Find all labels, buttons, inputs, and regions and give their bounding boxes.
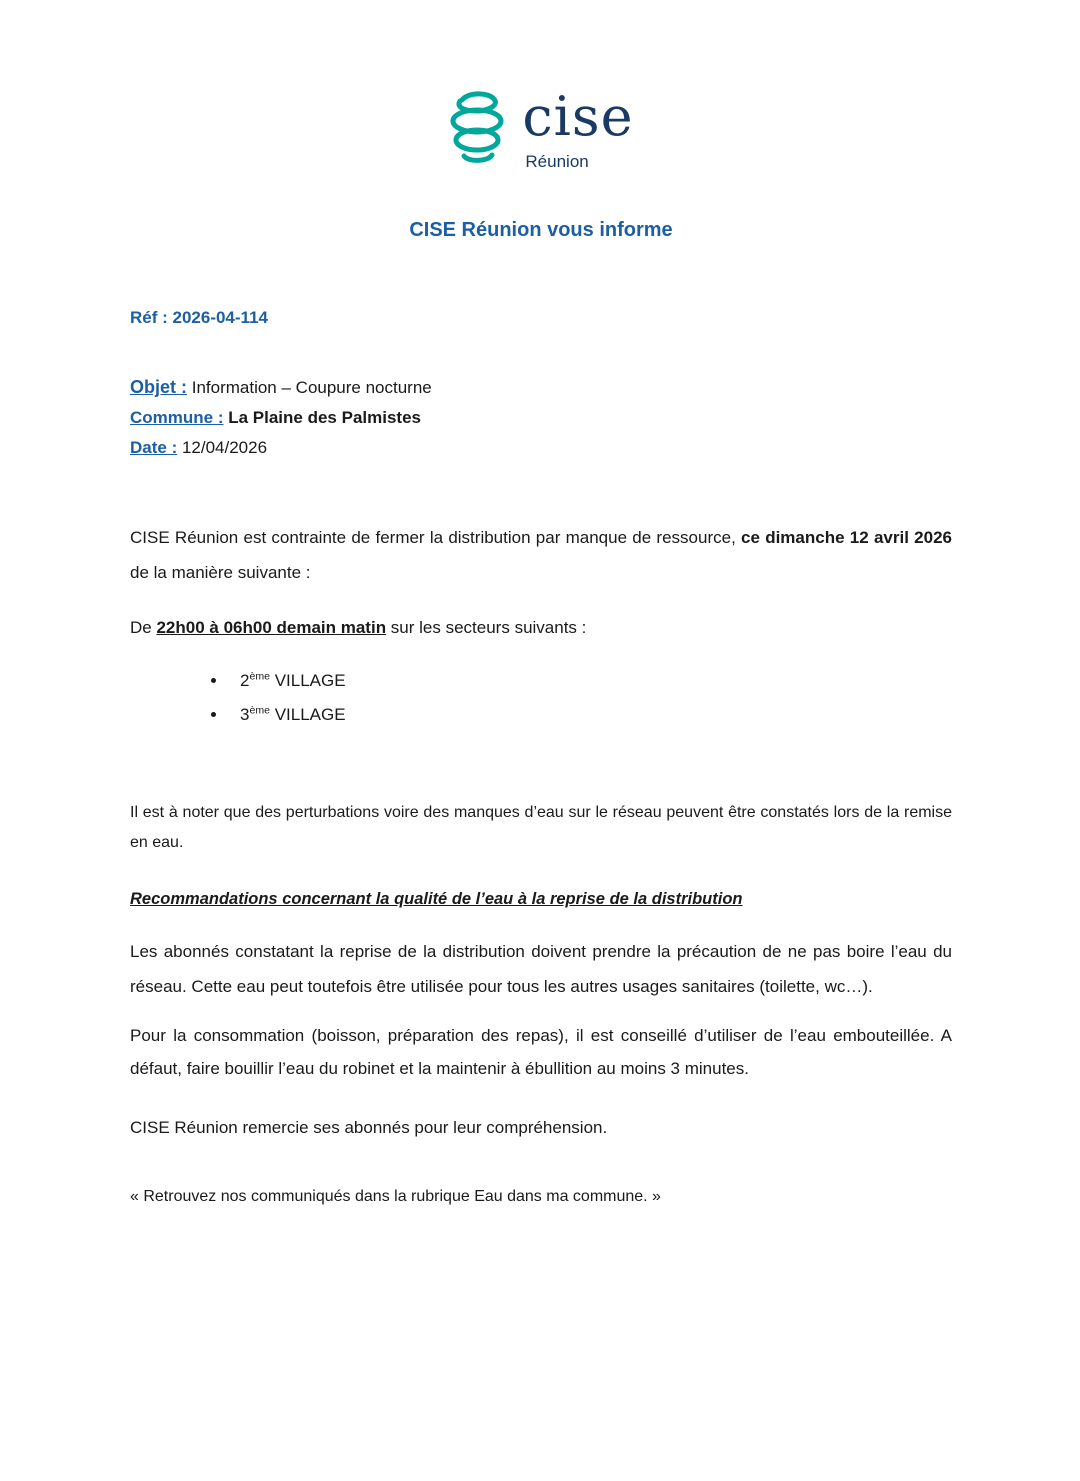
- meta-objet: [130, 372, 952, 403]
- recommendation-paragraph-2: Pour la consommation (boisson, préparation des repas), il est conseillé d’utiliser de l’eau embouteillée. A défaut, faire bouillir l’eau du robinet et la maintenir à ébullition au moins 3 minutes.: [130, 1026, 952, 1079]
- note-paragraph: Il est à noter que des perturbations voire des manques d’eau sur le réseau peuvent être constatés lors de la remise en eau.: [130, 803, 952, 851]
- meta-objet-value: Information – Coupure nocturne: [187, 378, 432, 397]
- schedule-paragraph: De 22h00 à 06h00 demain matin sur les secteurs suivants :: [130, 617, 587, 637]
- sector-item: • 2ème VILLAGE: [228, 664, 952, 698]
- water-coil-icon: [448, 88, 506, 173]
- page-title: CISE Réunion vous informe: [409, 219, 673, 241]
- logo-block: [130, 84, 952, 173]
- reference-number: Réf : 2026-04-114: [130, 308, 268, 327]
- cise-logo: [448, 84, 634, 173]
- sector-list: [228, 664, 952, 732]
- meta-date: [130, 433, 952, 463]
- recommendations-heading: Recommandations concernant la qualité de l’eau à la reprise de la distribution: [130, 890, 743, 909]
- meta-block: [130, 372, 952, 463]
- recommendation-paragraph-1: Les abonnés constatant la reprise de la distribution doivent prendre la précaution de ne pas boire l’eau du réseau. Cette eau peut toutefois être utilisée pour tous les autres usages sanitaires (toilette, wc…).: [130, 942, 952, 997]
- meta-date-value: 12/04/2026: [177, 438, 268, 457]
- logo-brand: cise: [522, 84, 634, 148]
- meta-objet-label: Objet :: [130, 377, 187, 397]
- meta-date-label: Date :: [130, 438, 178, 457]
- thanks-paragraph: CISE Réunion remercie ses abonnés pour leur compréhension.: [130, 1118, 608, 1138]
- meta-commune-label: Commune :: [130, 408, 224, 427]
- meta-commune-value: La Plaine des Palmistes: [223, 408, 421, 427]
- logo-text: [522, 84, 634, 172]
- intro-paragraph: CISE Réunion est contrainte de fermer la distribution par manque de ressource, ce dimanche 12 avril 2026 de la manière suivante :: [130, 528, 952, 582]
- sector-item: • 3ème VILLAGE: [228, 698, 952, 732]
- footer-quote: « Retrouvez nos communiqués dans la rubrique Eau dans ma commune. »: [130, 1188, 661, 1206]
- logo-region: Réunion: [525, 151, 589, 171]
- meta-commune: [130, 403, 952, 433]
